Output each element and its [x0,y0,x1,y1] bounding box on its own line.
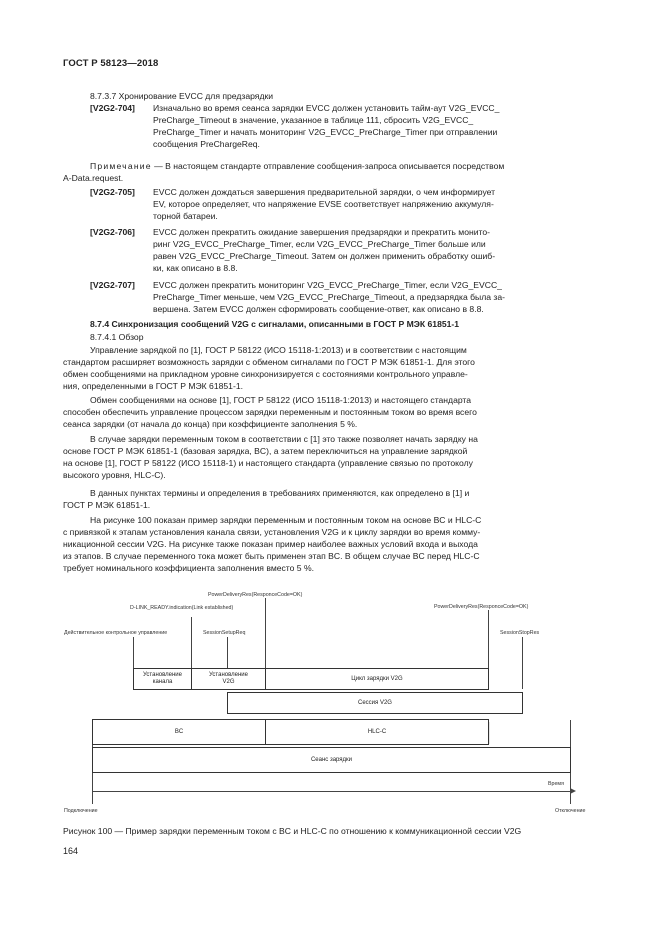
session-setup-label: SessionSetupReq [203,630,246,636]
req-text-line: сообщения PreChargeReq. [153,139,260,149]
req-text-line: PreCharge_Timer меньше, чем V2G_EVCC_PreCharge_Timeout, а предзарядка была за- [153,292,505,302]
req-id: [V2G2-707] [90,280,135,290]
charge-loop-label: Цикл зарядки V2G [351,675,403,682]
req-text-line: равен V2G_EVCC_PreCharge_Timeout. Затем он должен применить обработку ошиб- [153,251,496,261]
time-axis [92,791,572,792]
channel-setup-box [133,668,192,690]
power-delivery-label-2: PowerDeliveryRes(ResponceCode=OK) [434,604,529,610]
req-id: [V2G2-705] [90,187,135,197]
v2g-session-label: Сессия V2G [358,699,392,706]
paragraph-line: ГОСТ Р МЭК 61851-1. [63,500,151,510]
paragraph-line: В случае зарядки переменным током в соответствии с [1] это также позволяет начать зарядку на [90,434,478,444]
paragraph-line: На рисунке 100 показан пример зарядки переменным и постоянным током на основе BC и HLC-C [90,515,482,525]
charge-session-label: Сеанс зарядки [310,756,353,763]
bc-box [92,719,266,745]
charge-loop-box [265,668,489,690]
note-text-line: A-Data.request. [63,173,124,183]
req-text-line: EVCC должен прекратить мониторинг V2G_EVCC_PreCharge_Timer, если V2G_EVCC_ [153,280,502,290]
req-id: [V2G2-706] [90,227,135,237]
req-text-line: торной батареи. [153,211,218,221]
paragraph-line: В данных пунктах термины и определения в требованиях применяются, как определено в [1] и [90,488,470,498]
paragraph-line: требует номинального коэффициента заполнения вместо 5 %. [63,563,315,573]
section-title: 8.7.3.7 Хронирование EVCC для предзарядки [90,91,274,101]
paragraph-line: Обмен сообщениями на основе [1], ГОСТ Р 58122 (ИСО 15118-1:2013) и настоящего стандарта [90,395,472,405]
v2g-setup-box [191,668,266,690]
plug-in-label: Подключение [64,808,98,814]
session-stop-marker-line [522,637,523,689]
section-heading: 8.7.4 Синхронизация сообщений V2G с сигналами, описанными в ГОСТ Р МЭК 61851-1 [90,319,460,329]
figure-caption: Рисунок 100 — Пример зарядки переменным током с BC и HLC-C по отношению к коммуникационной сессии V2G [63,826,522,836]
note-label: Примечание [90,161,152,171]
time-axis-arrow-icon [570,788,576,794]
paragraph-line: высокого уровня, HLC-C). [63,470,166,480]
paragraph-line: из этапов. В случае переменного тока может быть применен этап BC. В общем случае BC перед HLC-C [63,551,480,561]
req-text-line: ринг V2G_EVCC_PreCharge_Timer, если V2G_EVCC_PreCharge_Timer больше или [153,239,486,249]
page-number: 164 [63,846,79,856]
paragraph-line: обмен сообщениями на прикладном уровне синхронизируется с состояниями контрольного управле- [63,369,468,379]
paragraph-line: способен обеспечить управление процессом зарядки переменным и постоянным током во время всего [63,407,477,417]
control-pilot-label: Действительное контрольное управление [64,630,168,636]
req-text-line: EVCC должен прекратить ожидание завершения предзарядки и прекратить монито- [153,227,491,237]
note [90,160,504,172]
req-text-line: ки, как описано в 8.8. [153,263,238,273]
power-delivery-label: PowerDeliveryRes(ResponceCode=OK) [208,592,303,598]
paragraph-line: основе ГОСТ Р МЭК 61851-1 (базовая зарядка, BC), а затем переключиться на управление зарядкой [63,446,468,456]
session-stop-label: SessionStopRes [500,630,540,636]
bc-label: BC [174,728,184,735]
req-text-line: EVCC должен дождаться завершения предварительной зарядки, о чем информирует [153,187,496,197]
req-text-line: вершена. Затем EVCC должен сформировать сообщение-ответ, как описано в 8.8. [153,304,484,314]
standard-header: ГОСТ Р 58123—2018 [63,58,159,69]
req-id: [V2G2-704] [90,103,135,113]
paragraph-line: Управление зарядкой по [1], ГОСТ Р 58122 (ИСО 15118-1:2013) и в соответствии с настоящим [90,345,467,355]
paragraph-line: никационной сессии V2G. На рисунке также показан пример наиболее важных условий входа и выхода [63,539,478,549]
paragraph-line: сеанса зарядки (от начала до конца) при коэффициенте заполнения 5 %. [63,419,358,429]
req-text-line: Изначально во время сеанса зарядки EVCC должен установить тайм-аут V2G_EVCC_ [153,103,500,113]
paragraph-line: на основе [1], ГОСТ Р 58122 (ИСО 15118-1) и настоящего стандарта (управление связью по протоколу [63,458,473,468]
paragraph-line: ния, определенными в ГОСТ Р МЭК 61851-1. [63,381,243,391]
paragraph-line: с привязкой к этапам установления канала связи, установления V2G и к циклу зарядки во время комму- [63,527,481,537]
channel-setup-label: Установление канала [143,672,182,685]
paragraph-line: стандартом расширяет возможность зарядки с обменом сигналами по ГОСТ Р МЭК 61851-1. Для этого [63,357,475,367]
dlink-label: D-LINK_READY.indication(Link established) [130,605,234,611]
hlcc-label: HLC-C [367,728,387,735]
hlcc-box [265,719,489,745]
req-text-line: PreCharge_Timer и начать мониторинг V2G_EVCC_PreCharge_Timer при отправлении [153,127,498,137]
charge-session-box [92,747,571,773]
time-axis-label: Время [548,781,564,787]
req-text-line: EV, которое определяет, что напряжение EVSE соответствует напряжению аккумуля- [153,199,494,209]
req-text-line: PreCharge_Timeout в значение, указанное в таблице 111, сбросить V2G_EVCC_ [153,115,474,125]
v2g-session-box [227,692,523,714]
note-text: — В настоящем стандарте отправление сообщения-запроса описывается посредством [154,161,505,171]
plug-out-label: Отключение [555,808,586,814]
subsection-title: 8.7.4.1 Обзор [90,332,144,342]
v2g-setup-label: Установление V2G [209,672,248,685]
